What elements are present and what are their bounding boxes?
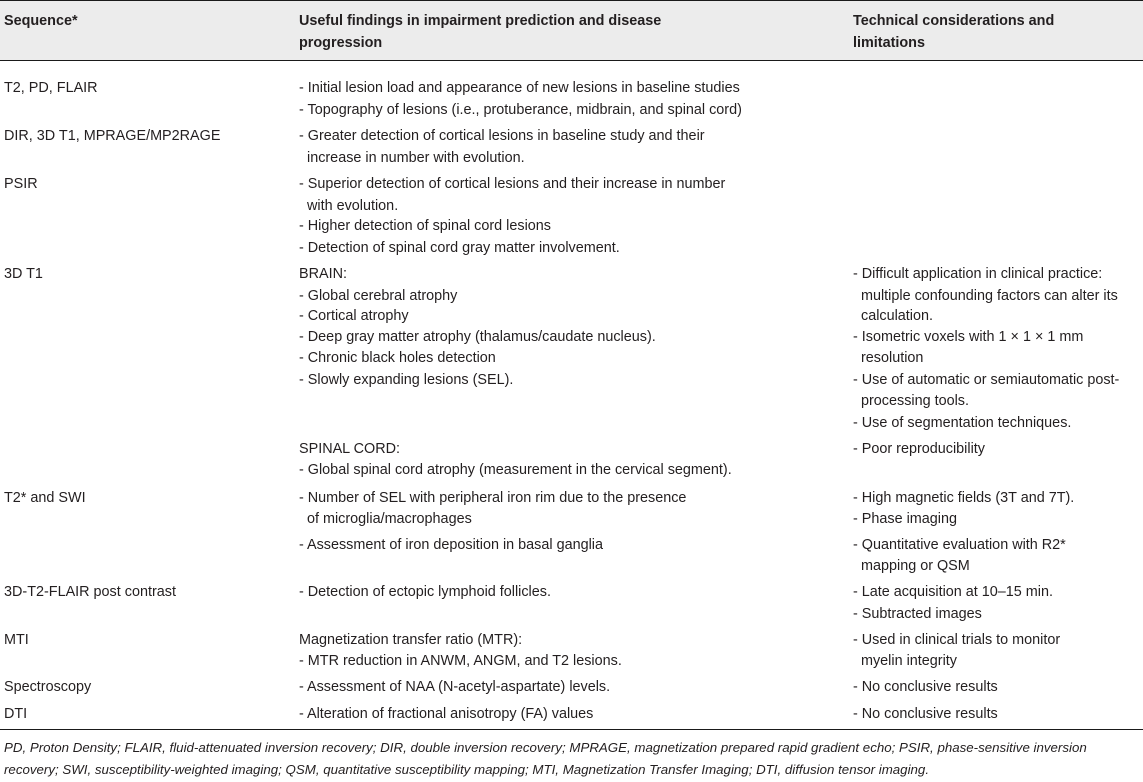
cell-finding: - Number of SEL with peripheral iron rim due to the presence	[299, 490, 687, 506]
cell-sequence: T2, PD, FLAIR	[4, 80, 98, 96]
cell-finding: - Global cerebral atrophy	[299, 288, 458, 304]
table-footnote	[4, 737, 1140, 781]
cell-technical: - Use of automatic or semiautomatic post-	[853, 372, 1120, 388]
cell-technical: - Phase imaging	[853, 511, 957, 527]
header-findings-line1: Useful findings in impairment prediction and disease	[299, 13, 662, 29]
cell-technical: resolution	[853, 350, 924, 366]
cell-sequence: T2* and SWI	[4, 490, 86, 506]
cell-finding-heading: SPINAL CORD:	[299, 441, 401, 457]
cell-finding: - Topography of lesions (i.e., protuberance, midbrain, and spinal cord)	[299, 102, 742, 118]
cell-technical: multiple confounding factors can alter its	[853, 288, 1118, 304]
cell-finding: - Detection of spinal cord gray matter involvement.	[299, 240, 620, 256]
top-rule	[0, 0, 1143, 1]
header-technical-line1: Technical considerations and	[853, 13, 1055, 29]
cell-technical: - Late acquisition at 10–15 min.	[853, 584, 1053, 600]
cell-technical: - No conclusive results	[853, 679, 998, 695]
cell-technical: calculation.	[853, 308, 933, 324]
cell-technical: - Subtracted images	[853, 606, 982, 622]
cell-finding: - Assessment of NAA (N-acetyl-aspartate) levels.	[299, 679, 611, 695]
cell-finding: - Chronic black holes detection	[299, 350, 496, 366]
cell-finding: - Superior detection of cortical lesions and their increase in number	[299, 176, 726, 192]
footnote-line-2: recovery; SWI, susceptibility-weighted imaging; QSM, quantitative susceptibility mapping; MTI, Magnetization Transfer Imaging; DTI, diffusion tensor imaging.	[4, 762, 930, 777]
cell-sequence: MTI	[4, 632, 29, 648]
cell-finding: with evolution.	[299, 198, 399, 214]
cell-technical: processing tools.	[853, 393, 969, 409]
cell-technical: mapping or QSM	[853, 558, 970, 574]
cell-technical: - Quantitative evaluation with R2*	[853, 537, 1066, 553]
cell-technical: - No conclusive results	[853, 706, 998, 722]
cell-technical: myelin integrity	[853, 653, 957, 669]
cell-technical: - Poor reproducibility	[853, 441, 985, 457]
cell-finding: - Initial lesion load and appearance of new lesions in baseline studies	[299, 80, 740, 96]
cell-finding: - Deep gray matter atrophy (thalamus/caudate nucleus).	[299, 329, 656, 345]
table-header-band	[0, 0, 1143, 60]
header-rule	[0, 60, 1143, 61]
footnote-line-1: PD, Proton Density; FLAIR, fluid-attenuated inversion recovery; DIR, double inversion recovery; MPRAGE, magnetization prepared rapid gradient echo; PSIR, phase-sensitive inversion	[4, 740, 1087, 755]
cell-finding: - Detection of ectopic lymphoid follicles.	[299, 584, 551, 600]
header-findings-line2: progression	[299, 35, 383, 51]
cell-technical: - High magnetic fields (3T and 7T).	[853, 490, 1075, 506]
header-technical-line2: limitations	[853, 35, 925, 51]
cell-finding: - Higher detection of spinal cord lesions	[299, 218, 551, 234]
cell-sequence: DIR, 3D T1, MPRAGE/MP2RAGE	[4, 128, 221, 144]
cell-sequence: 3D-T2-FLAIR post contrast	[4, 584, 176, 600]
cell-sequence: Spectroscopy	[4, 679, 92, 695]
cell-sequence: 3D T1	[4, 266, 43, 282]
cell-technical: - Isometric voxels with 1 × 1 × 1 mm	[853, 329, 1084, 345]
cell-sequence: PSIR	[4, 176, 38, 192]
cell-finding: - Global spinal cord atrophy (measurement in the cervical segment).	[299, 462, 732, 478]
cell-finding: of microglia/macrophages	[299, 511, 472, 527]
cell-finding: - Slowly expanding lesions (SEL).	[299, 372, 514, 388]
cell-sequence: DTI	[4, 706, 28, 722]
cell-finding-heading: Magnetization transfer ratio (MTR):	[299, 632, 523, 648]
cell-technical: - Use of segmentation techniques.	[853, 415, 1072, 431]
cell-technical: - Difficult application in clinical practice:	[853, 266, 1103, 282]
cell-finding-heading: BRAIN:	[299, 266, 347, 282]
cell-finding: - MTR reduction in ANWM, ANGM, and T2 lesions.	[299, 653, 622, 669]
cell-finding: - Cortical atrophy	[299, 308, 409, 324]
cell-finding: - Greater detection of cortical lesions in baseline study and their	[299, 128, 705, 144]
cell-finding: increase in number with evolution.	[299, 150, 525, 166]
cell-finding: - Alteration of fractional anisotropy (FA) values	[299, 706, 594, 722]
cell-technical: - Used in clinical trials to monitor	[853, 632, 1061, 648]
header-sequence: Sequence*	[4, 13, 78, 29]
cell-finding: - Assessment of iron deposition in basal ganglia	[299, 537, 603, 553]
bottom-rule	[0, 729, 1143, 730]
